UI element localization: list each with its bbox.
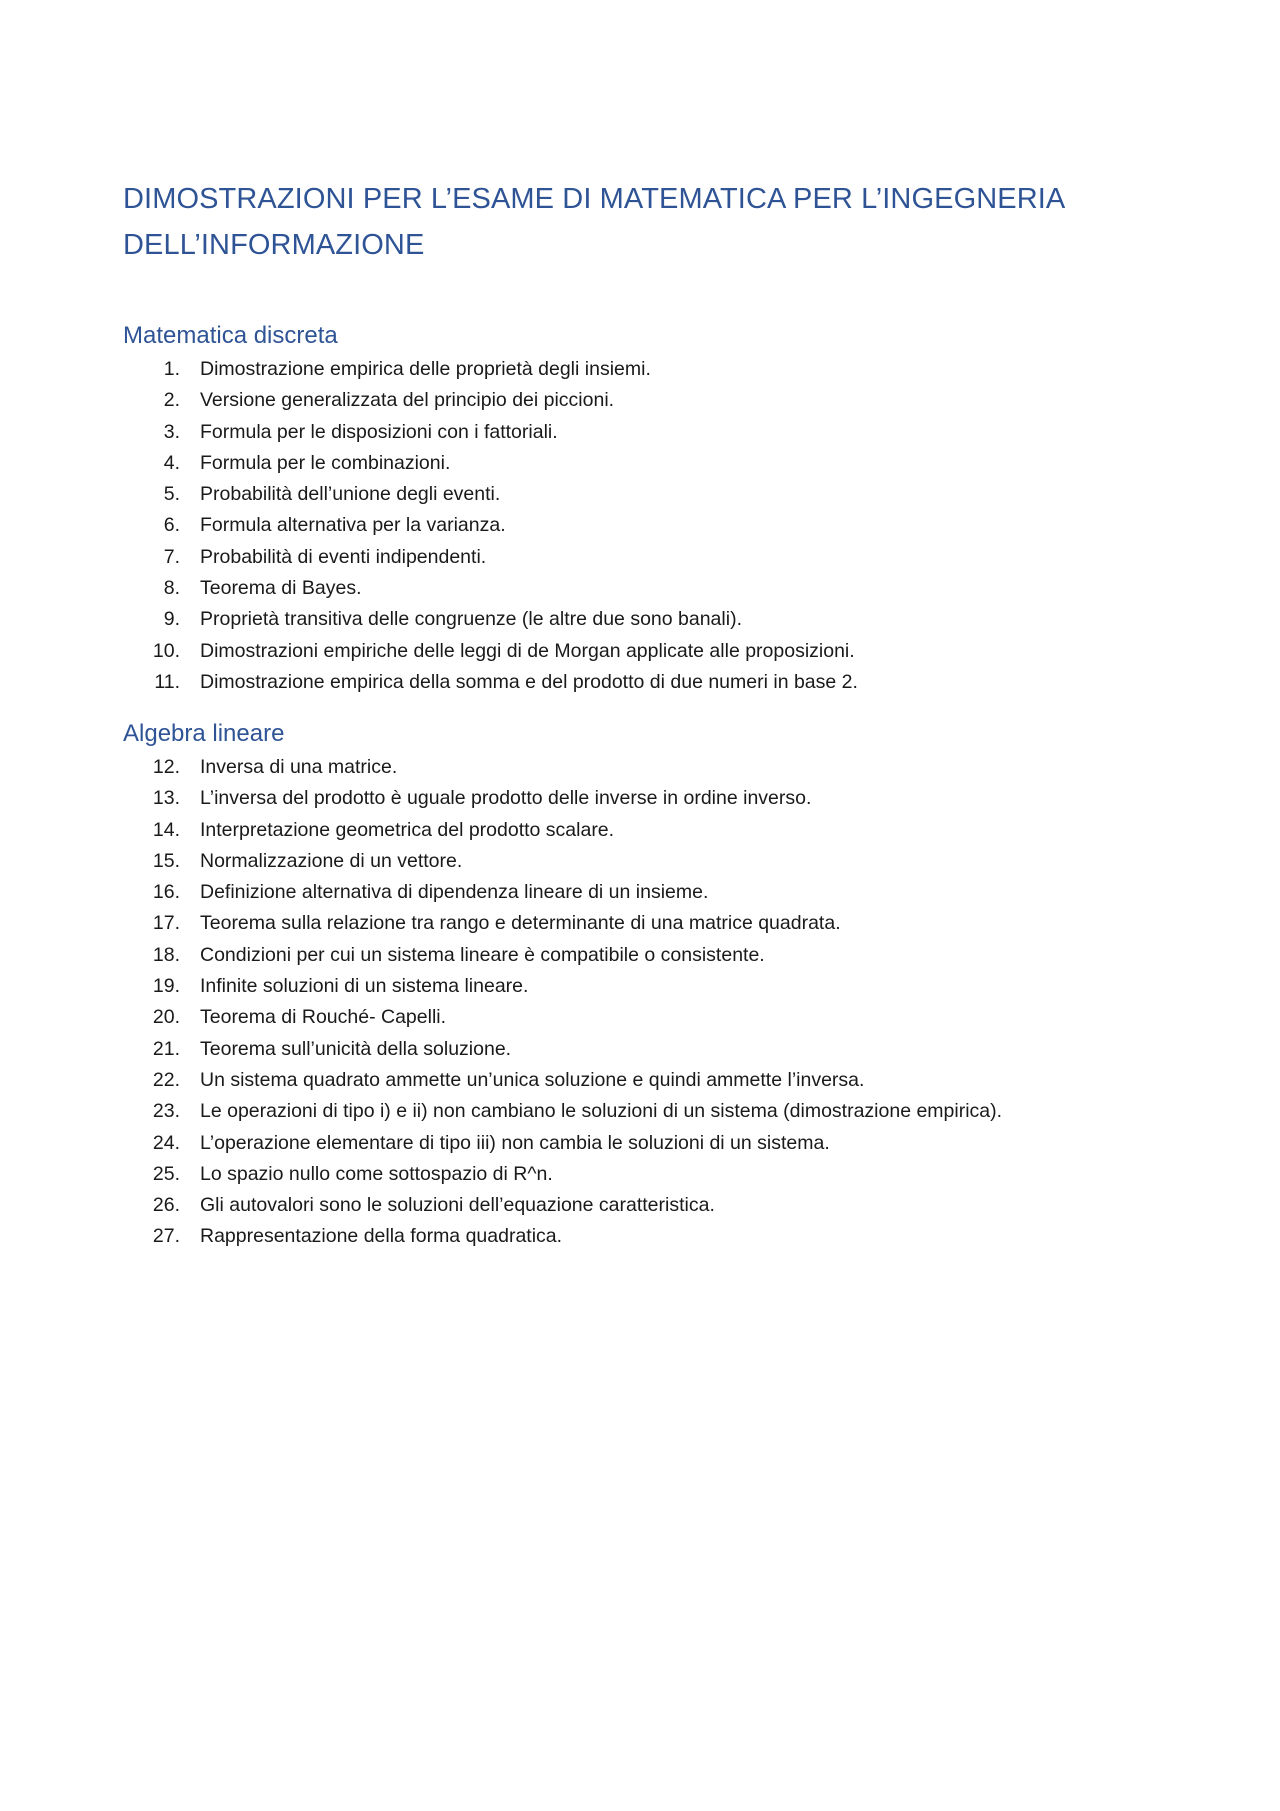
list-item-text: L’inversa del prodotto è uguale prodotto delle inverse in ordine inverso. [200,787,812,810]
list-item-text: Un sistema quadrato ammette un’unica soluzione e quindi ammette l’inversa. [200,1068,865,1091]
list-item [0,1190,1180,1221]
list-item-text: Inversa di una matrice. [200,756,398,778]
list-item-text: Infinite soluzioni di un sistema lineare. [200,975,529,998]
list-item-text: Teorema sull’unicità della soluzione. [200,1037,512,1060]
list-item-text: Proprietà transitiva delle congruenze (le altre due sono banali). [200,608,742,631]
list-item-text: Probabilità di eventi indipendenti. [200,545,487,568]
list-item-number: 24. [152,1131,180,1154]
list-item-number: 17. [152,912,180,935]
list-item-number: 10. [152,639,180,662]
list-item-text: Teorema di Rouché- Capelli. [200,1006,447,1029]
list-item [0,815,1180,846]
list-item [0,1002,1180,1033]
list-item-number: 14. [152,818,180,841]
list-item [0,1096,1180,1127]
list-item-text: Formula alternativa per la varianza. [200,514,506,537]
list-item [0,510,1180,541]
list-item-number: 26. [152,1194,180,1217]
list-item-number: 23. [152,1100,180,1123]
list-item-number: 22. [152,1068,180,1091]
list-item-text: Teorema sulla relazione tra rango e determinante di una matrice quadrata. [200,912,841,935]
list-item-number: 5. [163,483,180,506]
list-item-number: 13. [152,787,180,810]
list-item-text: L’operazione elementare di tipo iii) non cambia le soluzioni di un sistema. [200,1131,830,1154]
list-item [0,573,1180,604]
list-item-text: Dimostrazioni empiriche delle leggi di de Morgan applicate alle proposizioni. [200,639,855,662]
list-item-text: Definizione alternativa di dipendenza lineare di un insieme. [200,881,709,904]
list-item-text: Formula per le combinazioni. [200,451,451,474]
list-item-number: 2. [163,389,180,412]
list-item-text: Condizioni per cui un sistema lineare è compatibile o consistente. [200,943,765,966]
list-item-number: 19. [152,975,180,998]
list-item [0,354,1180,385]
list-item-number: 6. [163,514,180,537]
list-item-text: Gli autovalori sono le soluzioni dell’equazione caratteristica. [200,1194,715,1217]
list-item-text: Dimostrazione empirica delle proprietà degli insiemi. [200,358,651,380]
list-item [0,1221,1180,1252]
list-item-text: Probabilità dell’unione degli eventi. [200,483,501,506]
list-item-number: 11. [154,670,180,693]
list-item [0,1034,1180,1065]
list-item-number: 7. [163,545,180,568]
list-item-text: Normalizzazione di un vettore. [200,849,463,872]
list-item-number: 25. [152,1162,180,1185]
list-item-text: Interpretazione geometrica del prodotto scalare. [200,818,615,841]
list-item-number: 3. [163,420,180,443]
list-item [0,542,1180,573]
list-item [0,667,1180,698]
section-heading-matematica-discreta: Matematica discreta [123,322,338,349]
list-item [0,752,1180,783]
list-item [0,417,1180,448]
list-item-text: Formula per le disposizioni con i fattoriali. [200,420,558,443]
list-item-number: 15. [152,849,180,872]
list-item-number: 1. [163,358,180,380]
list-item-text: Versione generalizzata del principio dei piccioni. [200,389,615,412]
list-item [0,1159,1180,1190]
document-title: DIMOSTRAZIONI PER L’ESAME DI MATEMATICA PER L’INGEGNERIA DELL’INFORMAZIONE [123,183,1064,261]
list-item-number: 21. [152,1037,180,1060]
list-item [0,971,1180,1002]
list-item [0,1128,1180,1159]
list-item-text: Rappresentazione della forma quadratica. [200,1225,563,1248]
list-item [0,783,1180,814]
list-item [0,908,1180,939]
list-item-text: Teorema di Bayes. [200,577,362,600]
list-item [0,385,1180,416]
list-item-number: 8. [163,577,180,600]
list-item [0,940,1180,971]
list-item-text: Dimostrazione empirica della somma e del prodotto di due numeri in base 2. [200,670,858,693]
proof-list-algebra-lineare [0,752,1180,1253]
list-item-number: 16. [152,881,180,904]
proof-list-matematica-discreta [0,354,1180,698]
list-item-number: 20. [152,1006,180,1029]
list-item-number: 18. [152,943,180,966]
list-item [0,846,1180,877]
list-item-number: 12. [152,756,180,778]
list-item-text: Lo spazio nullo come sottospazio di R^n. [200,1162,553,1185]
list-item-number: 27. [152,1225,180,1248]
list-item-number: 9. [163,608,180,631]
list-item [0,604,1180,635]
list-item-number: 4. [163,451,180,474]
list-item-text: Le operazioni di tipo i) e ii) non cambiano le soluzioni di un sistema (dimostrazione empirica). [200,1100,1003,1123]
list-item [0,1065,1180,1096]
list-item [0,479,1180,510]
list-item [0,448,1180,479]
list-item [0,877,1180,908]
list-item [0,636,1180,667]
section-heading-algebra-lineare: Algebra lineare [123,720,285,747]
